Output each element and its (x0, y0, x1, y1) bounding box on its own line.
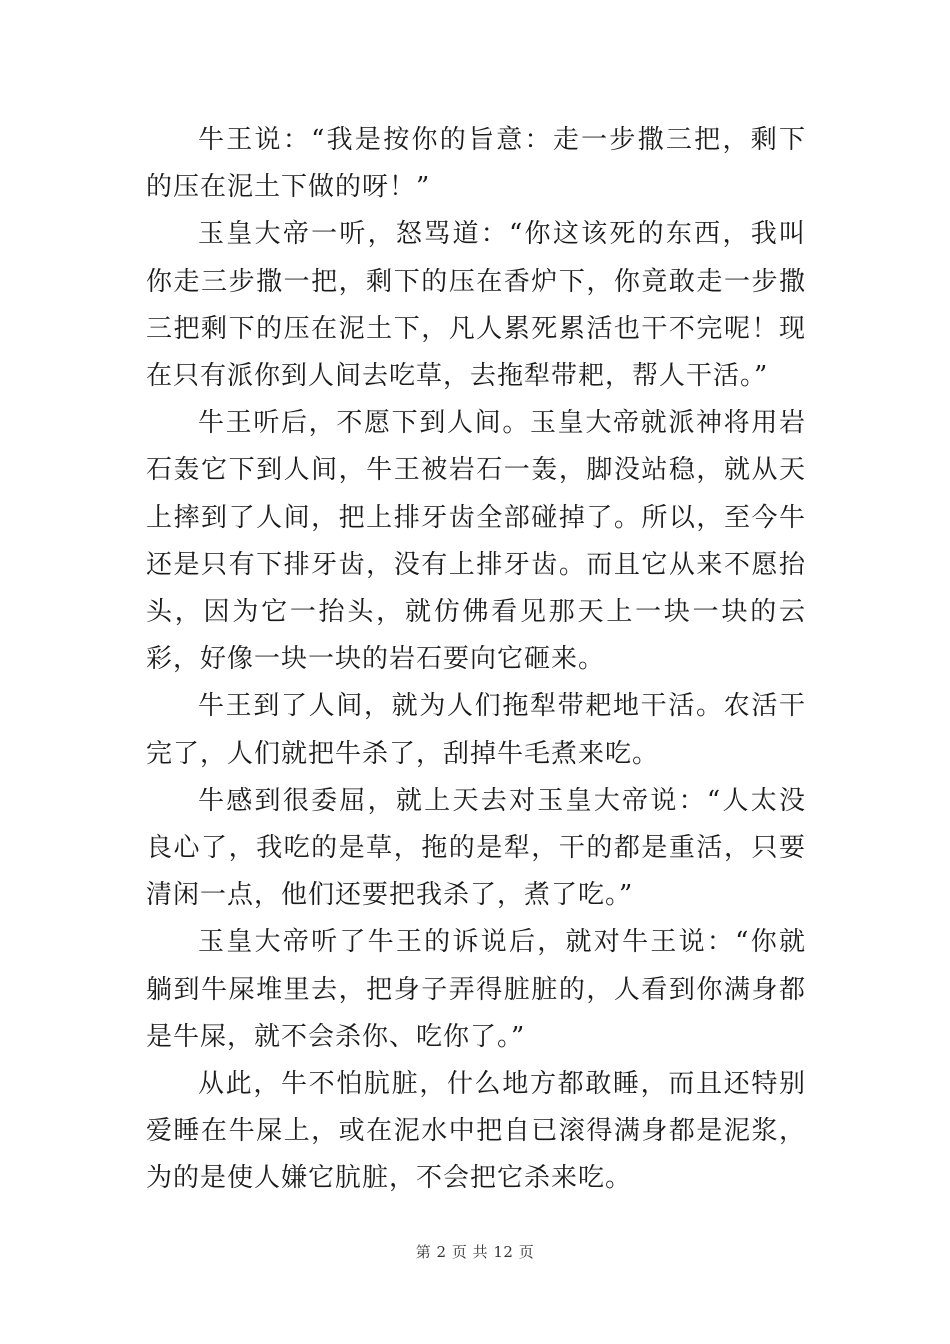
paragraph: 从此，牛不怕肮脏，什么地方都敢睡，而且还特别爱睡在牛屎上，或在泥水中把自已滚得满身都是泥浆，为的是使人嫌它肮脏，不会把它杀来吃。 (146, 1069, 806, 1194)
paragraph: 牛王说：“我是按你的旨意：走一步撒三把，剩下的压在泥土下做的呀！” (146, 125, 806, 203)
paragraph: 玉皇大帝一听，怒骂道：“你这该死的东西，我叫你走三步撒一把，剩下的压在香炉下，你竟敢走一步撒三把剩下的压在泥土下，凡人累死累活也干不完呢！现在只有派你到人间去吃草，去拖犁带耙，帮人干活。” (146, 219, 806, 392)
document-body (146, 117, 806, 1203)
page-number-footer: 第 2 页 共 12 页 (415, 1243, 535, 1261)
paragraph: 牛王到了人间，就为人们拖犁带耙地干活。农活干完了，人们就把牛杀了，刮掉牛毛煮来吃。 (146, 691, 806, 769)
paragraph: 牛王听后，不愿下到人间。玉皇大帝就派神将用岩石轰它下到人间，牛王被岩石一轰，脚没站稳，就从天上摔到了人间，把上排牙齿全部碰掉了。所以，至今牛还是只有下排牙齿，没有上排牙齿。而且它从来不愿抬头，因为它一抬头，就仿佛看见那天上一块一块的云彩，好像一块一块的岩石要向它砸来。 (146, 408, 806, 675)
paragraph: 牛感到很委屈，就上天去对玉皇大帝说：“人太没良心了，我吃的是草，拖的是犁，干的都是重活，只要清闲一点，他们还要把我杀了，煮了吃。” (146, 785, 806, 911)
paragraph: 玉皇大帝听了牛王的诉说后，就对牛王说：“你就躺到牛屎堆里去，把身子弄得脏脏的，人看到你满身都是牛屎，就不会杀你、吃你了。” (146, 927, 806, 1052)
